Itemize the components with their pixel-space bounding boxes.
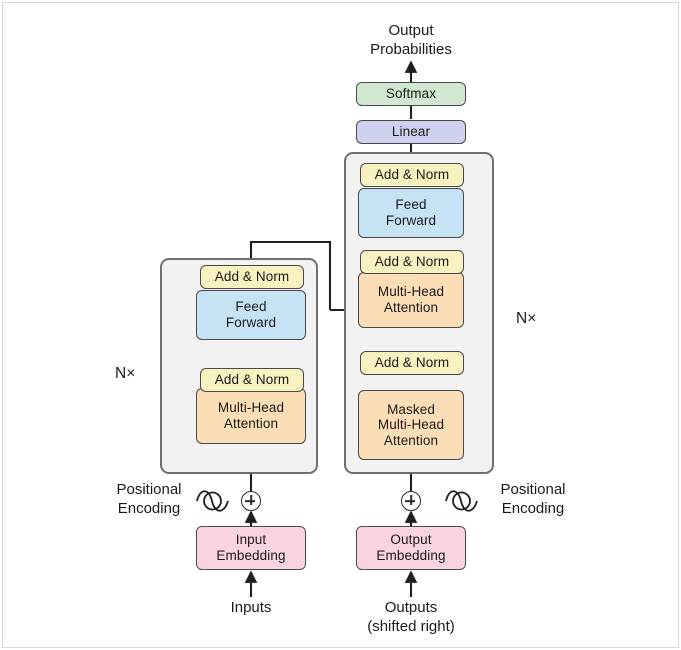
output-embedding-block[interactable]: [356, 526, 466, 570]
decoder-add-norm-block-3[interactable]: [360, 163, 464, 187]
outputs-label: [336, 599, 486, 637]
decoder-positional-add-icon: [401, 491, 421, 511]
positional-encoding-wave-icon-right: [445, 488, 479, 514]
encoder-add-norm-block-1[interactable]: [200, 368, 304, 392]
decoder-feed-forward-block[interactable]: [358, 188, 464, 238]
decoder-add-norm-block-1[interactable]: [360, 351, 464, 375]
encoder-ff-label-line1: Feed: [235, 299, 267, 315]
decoder-mha-label-line2: Attention: [383, 300, 439, 315]
decoder-masked-label-line1: Masked: [387, 401, 435, 417]
softmax-block[interactable]: [356, 82, 466, 106]
encoder-add-norm-label-2: Add & Norm: [214, 269, 290, 285]
positional-encoding-label-left: [94, 481, 204, 519]
decoder-add-norm-label-2: Add & Norm: [374, 254, 450, 270]
output-probabilities-line1: Output: [388, 22, 434, 39]
output-embedding-label-line2: Embedding: [376, 548, 446, 563]
input-embedding-label-line1: Input: [235, 532, 267, 548]
decoder-add-norm-block-2[interactable]: [360, 250, 464, 274]
decoder-add-norm-label-3: Add & Norm: [374, 167, 450, 183]
output-embedding-label-line1: Output: [390, 532, 432, 548]
encoder-add-norm-block-2[interactable]: [200, 265, 304, 289]
encoder-ff-label-line2: Forward: [225, 315, 277, 330]
softmax-label: Softmax: [385, 86, 437, 102]
decoder-mha-label-line1: Multi-Head: [377, 284, 445, 300]
decoder-cross-attention-block[interactable]: [358, 272, 464, 328]
linear-block[interactable]: [356, 120, 466, 144]
output-probabilities-label: [331, 22, 491, 60]
encoder-mha-label-line1: Multi-Head: [217, 400, 285, 416]
encoder-add-norm-label-1: Add & Norm: [214, 372, 290, 388]
decoder-nx-text: N×: [516, 310, 537, 327]
decoder-masked-label-line3: Attention: [383, 432, 439, 448]
input-embedding-block[interactable]: [196, 526, 306, 570]
encoder-mha-label-line2: Attention: [223, 416, 279, 431]
outputs-line1: Outputs: [384, 599, 438, 616]
inputs-label: [196, 599, 306, 618]
decoder-add-norm-label-1: Add & Norm: [374, 355, 450, 371]
output-probabilities-line2: Probabilities: [370, 40, 452, 58]
encoder-nx-label: [115, 365, 135, 383]
positional-encoding-right-line1: Positional: [500, 481, 566, 498]
decoder-nx-label: [516, 310, 536, 328]
encoder-feed-forward-block[interactable]: [196, 290, 306, 340]
decoder-ff-label-line1: Feed: [395, 197, 427, 213]
encoder-nx-text: N×: [115, 365, 136, 382]
positional-encoding-left-line2: Encoding: [117, 499, 181, 517]
inputs-text: Inputs: [230, 599, 272, 616]
positional-encoding-right-line2: Encoding: [501, 499, 565, 517]
encoder-multi-head-attention-block[interactable]: [196, 388, 306, 444]
decoder-masked-multi-head-attention-block[interactable]: [358, 390, 464, 460]
positional-encoding-left-line1: Positional: [116, 481, 182, 498]
linear-label: Linear: [391, 124, 431, 140]
figure-border: [2, 2, 679, 648]
outputs-line2: (shifted right): [367, 617, 455, 635]
encoder-positional-add-icon: [241, 491, 261, 511]
decoder-ff-label-line2: Forward: [385, 213, 437, 228]
decoder-masked-label-line2: Multi-Head: [377, 417, 445, 433]
input-embedding-label-line2: Embedding: [216, 548, 286, 563]
positional-encoding-label-right: [478, 481, 588, 519]
